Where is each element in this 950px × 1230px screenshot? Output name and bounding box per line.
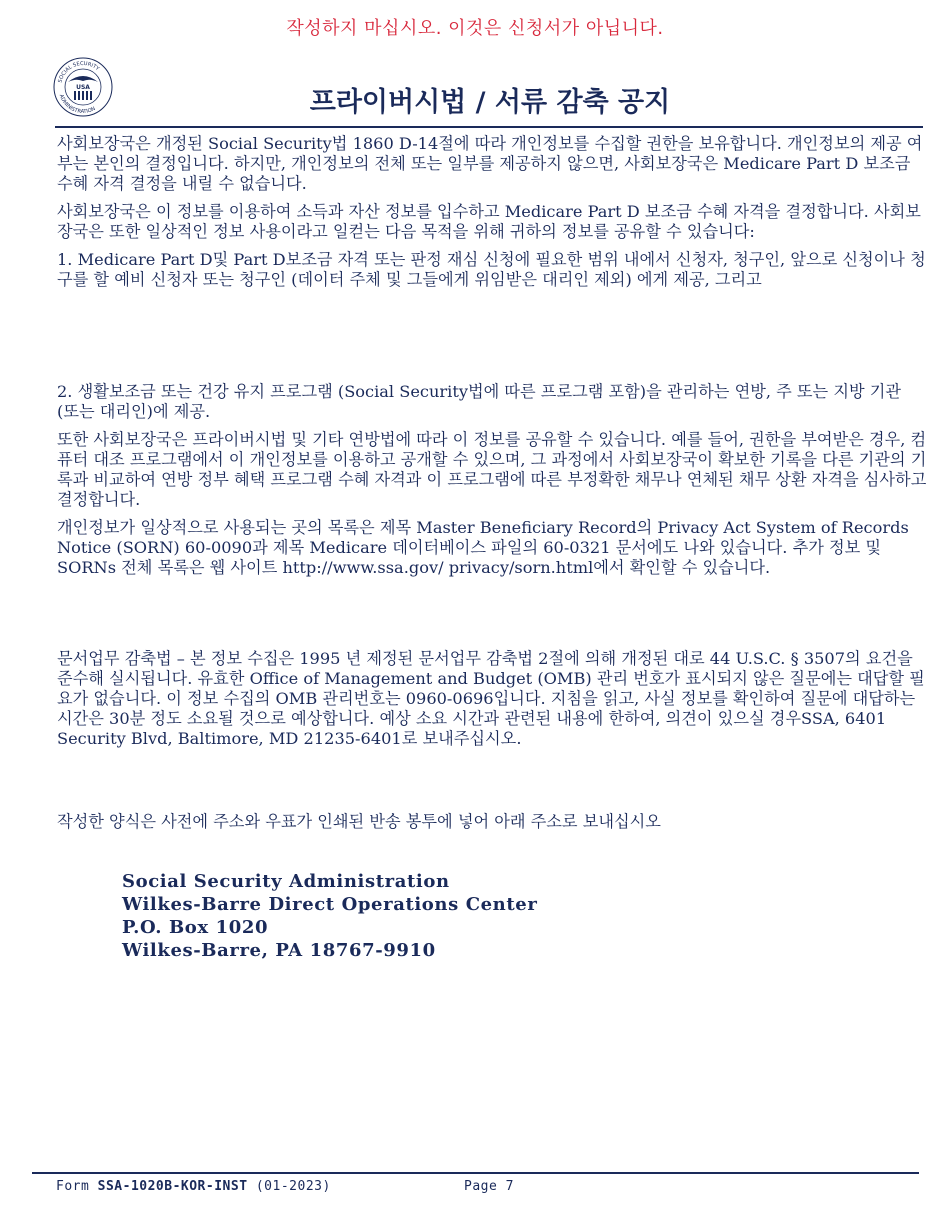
not-an-application-warning: 작성하지 마십시오. 이것은 신청서가 아닙니다. [286, 18, 664, 39]
form-id: SSA-1020B-KOR-INST [97, 1179, 248, 1194]
form-prefix: Form [56, 1179, 98, 1194]
form-date: (01-2023) [247, 1179, 331, 1194]
notice-body-middle [57, 382, 927, 586]
address-line-center: Wilkes-Barre Direct Operations Center [122, 894, 538, 915]
mailing-address [122, 870, 537, 962]
paperwork-reduction-paragraph: 문서업무 감축법 – 본 정보 수집은 1995 년 제정된 문서업무 감축법 2절에 의해 개정된 대로 44 U.S.C. § 3507의 요건을 준수해 실시됩니다. 유효한 Office of Management and Budget (OMB) 관리 번호가 표시되지 않은 질문에는 대답할 필요가 없습니다. 이 정보 수집의 OMB 관리번호는 0960-0696입니다. 지침을 읽고, 사실 정보를 확인하여 질문에 대답하는 시간은 30분 정도 소요될 것으로 예상합니다. 예상 소요 시간과 관련된 내용에 한하여, 의견이 있으실 경우SSA, 6401 Security Blvd, Baltimore, MD 21235-6401로 보내주십시오. [57, 649, 925, 748]
address-line-org: Social Security Administration [122, 871, 450, 892]
address-line-po-box: P.O. Box 1020 [122, 917, 269, 938]
notice-body-top [57, 134, 927, 298]
seal-ring-bottom-text: ADMINISTRATION [57, 93, 97, 116]
seal-ring-top-text: SOCIAL SECURITY [57, 60, 101, 84]
purpose-paragraph: 사회보장국은 이 정보를 이용하여 소득과 자산 정보를 입수하고 Medicare Part D 보조금 수혜 자격을 결정합니다. 사회보장국은 또한 일상적인 정보 사용이라고 일컫는 다음 목적을 위해 귀하의 정보를 공유할 수 있습니다: [57, 202, 921, 241]
mailing-instruction-section [57, 812, 927, 840]
authority-paragraph: 사회보장국은 개정된 Social Security법 1860 D-14절에 따라 개인정보를 수집할 권한을 보유합니다. 개인정보의 제공 여부는 본인의 결정입니다. 하지만, 개인정보의 전체 또는 일부를 제공하지 않으면, 사회보장국은 Medicare Part D 보조금 수혜 자격 결정을 내릴 수 없습니다. [57, 134, 923, 193]
routine-use-item-1: 1. Medicare Part D및 Part D보조금 자격 또는 판정 재심 신청에 필요한 범위 내에서 신청자, 청구인, 앞으로 신청이나 청구를 할 예비 신청자 또는 청구인 (데이터 주체 및 그들에게 위임받은 대리인 제외) 에게 제공, 그리고 [57, 250, 926, 289]
computer-matching-paragraph: 또한 사회보장국은 프라이버시법 및 기타 연방법에 따라 이 정보를 공유할 수 있습니다. 예를 들어, 권한을 부여받은 경우, 컴퓨터 대조 프로그램에서 이 개인정보를 이용하고 공개할 수 있으며, 그 과정에서 사회보장국이 확보한 기록을 다른 기관의 기록과 비교하여 연방 정부 혜택 프로그램 수혜 자격과 이 프로그램에 따른 부정확한 채무나 연체된 채무 상환 자격을 심사하고 결정합니다. [57, 430, 927, 509]
sorn-paragraph: 개인정보가 일상적으로 사용되는 곳의 목록은 제목 Master Beneficiary Record의 Privacy Act System of Records Notice (SORN) 60-0090과 제목 Medicare 데이터베이스 파일의 60-0321 문서에도 나와 있습니다. 추가 정보 및 SORNs 전체 목록은 웹 사이트 http://www.ssa.gov/ privacy/sorn.html에서 확인할 수 있습니다. [57, 518, 909, 577]
address-line-city: Wilkes-Barre, PA 18767-9910 [122, 940, 436, 961]
paperwork-section [57, 649, 927, 757]
footer-divider [32, 1172, 919, 1174]
page-title: 프라이버시법 / 서류 감축 공지 [309, 87, 671, 118]
mailing-instruction: 작성한 양식은 사전에 주소와 우표가 인쇄된 반송 봉투에 넣어 아래 주소로 보내십시오 [57, 812, 661, 831]
seal-center-text: USA [76, 84, 90, 91]
routine-use-item-2: 2. 생활보조금 또는 건강 유지 프로그램 (Social Security법에 따른 프로그램 포함)을 관리하는 연방, 주 또는 지방 기관 (또는 대리인)에 제공. [57, 382, 902, 421]
form-number [56, 1179, 331, 1194]
page-footer [56, 1179, 514, 1194]
page-number: Page 7 [464, 1179, 514, 1194]
title-divider [55, 126, 923, 128]
